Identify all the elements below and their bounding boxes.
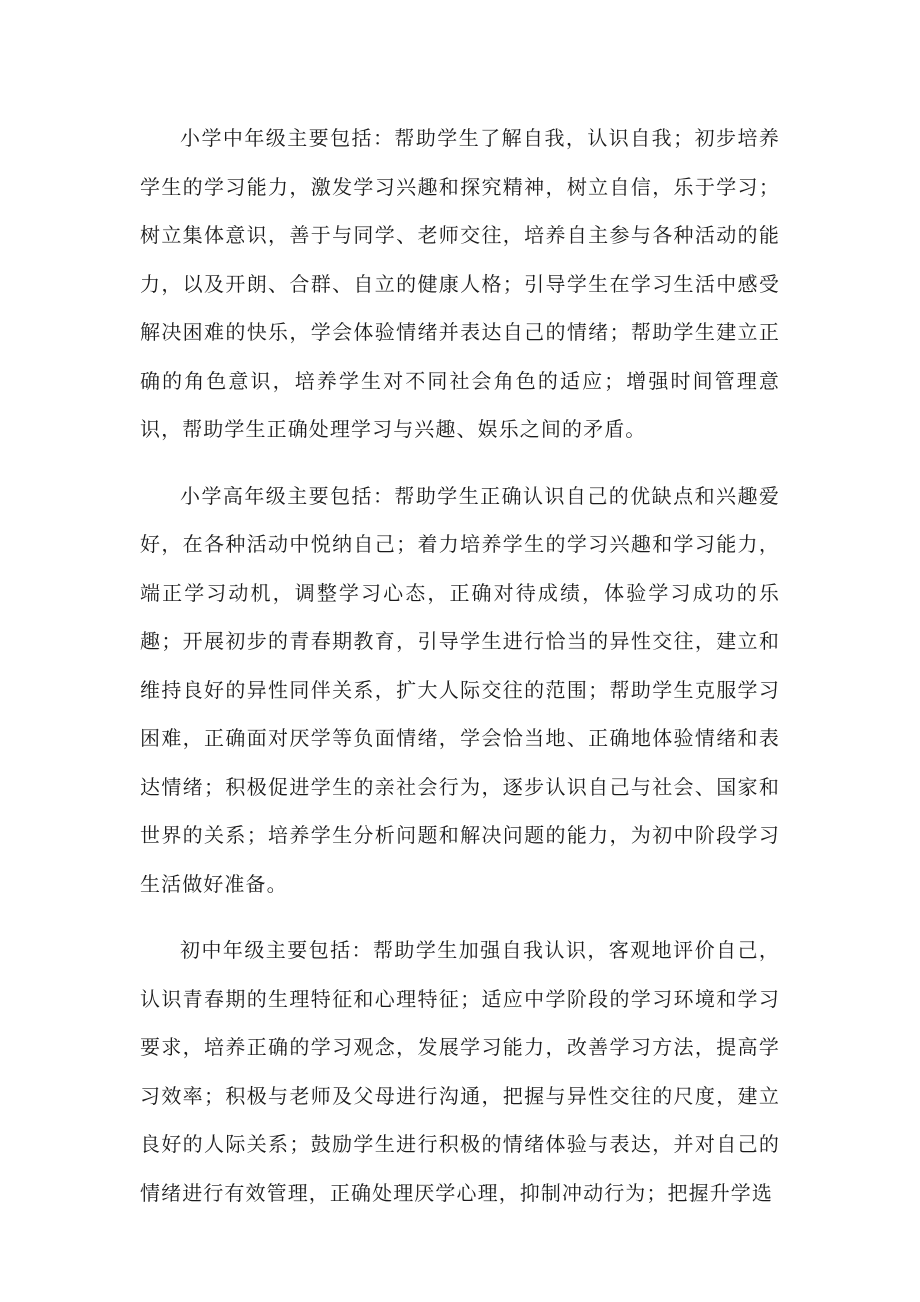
paragraph-junior-high-grades: 初中年级主要包括：帮助学生加强自我认识，客观地评价自己，认识青春期的生理特征和心理特征；适应中学阶段的学习环境和学习要求，培养正确的学习观念，发展学习能力，改善学习方法，提高学习效率；积极与老师及父母进行沟通，把握与异性交往的尺度，建立良好的人际关系；鼓励学生进行积极的情绪体验与表达，并对自己的情绪进行有效管理，正确处理厌学心理，抑制冲动行为；把握升学选 (140, 938, 780, 1205)
paragraph-primary-middle-grades: 小学中年级主要包括：帮助学生了解自我，认识自我；初步培养学生的学习能力，激发学习兴趣和探究精神，树立自信，乐于学习；树立集体意识，善于与同学、老师交往，培养自主参与各种活动的能力，以及开朗、合群、自立的健康人格；引导学生在学习生活中感受解决困难的快乐，学会体验情绪并表达自己的情绪；帮助学生建立正确的角色意识，培养学生对不同社会角色的适应；增强时间管理意识，帮助学生正确处理学习与兴趣、娱乐之间的矛盾。 (140, 126, 780, 441)
document-body (140, 114, 780, 1217)
paragraph-primary-upper-grades: 小学高年级主要包括：帮助学生正确认识自己的优缺点和兴趣爱好，在各种活动中悦纳自己；着力培养学生的学习兴趣和学习能力，端正学习动机，调整学习心态，正确对待成绩，体验学习成功的乐趣；开展初步的青春期教育，引导学生进行恰当的异性交往，建立和维持良好的异性同伴关系，扩大人际交往的范围；帮助学生克服学习困难，正确面对厌学等负面情绪，学会恰当地、正确地体验情绪和表达情绪；积极促进学生的亲社会行为，逐步认识自己与社会、国家和世界的关系；培养学生分析问题和解决问题的能力，为初中阶段学习生活做好准备。 (140, 483, 780, 896)
